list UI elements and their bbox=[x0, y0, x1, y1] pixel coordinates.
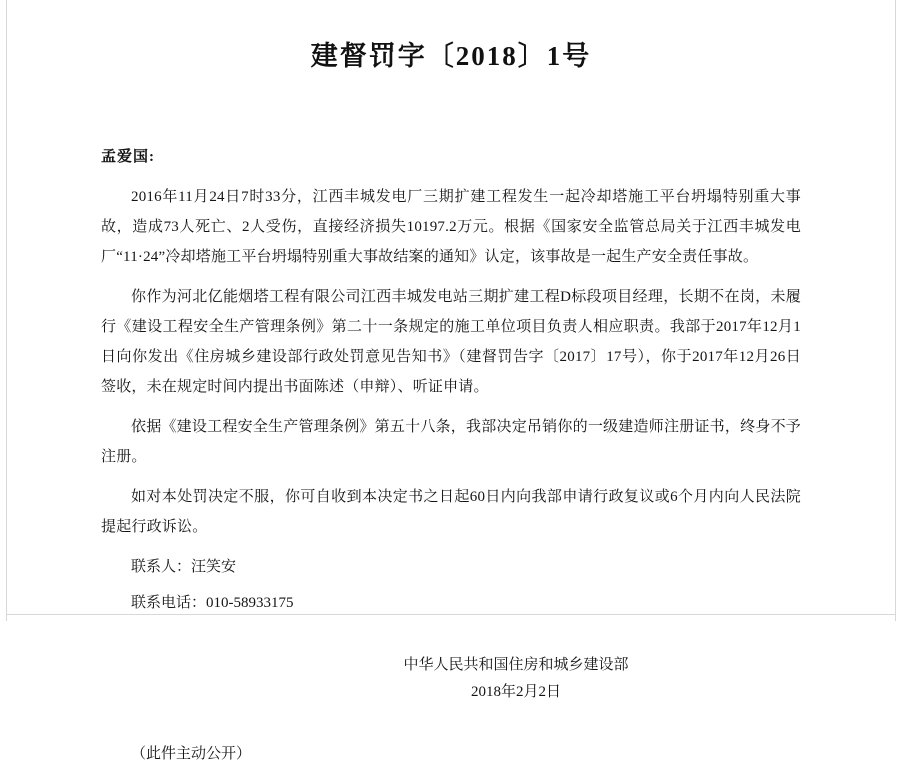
issuing-authority: 中华人民共和国住房和城乡建设部 bbox=[403, 657, 629, 673]
issue-date: 2018年2月2日 bbox=[470, 684, 561, 700]
contact-person: 联系人：汪笑安 bbox=[131, 559, 237, 575]
document-body bbox=[101, 73, 801, 763]
paragraph-2: 你作为河北亿能烟塔工程有限公司江西丰城发电站三期扩建工程D标段项目经理，长期不在岗，未履行《建设工程安全生产管理条例》第二十一条规定的施工单位项目负责人相应职责。我部于2017年12月1日向你发出《住房城乡建设部行政处罚意见告知书》（建督罚告字〔2017〕17号），你于2017年12月26日签收，未在规定时间内提出书面陈述（申辩）、听证申请。 bbox=[101, 289, 801, 395]
paragraph-1: 2016年11月24日7时33分，江西丰城发电厂三期扩建工程发生一起冷却塔施工平台坍塌特别重大事故，造成73人死亡、2人受伤，直接经济损失10197.2万元。根据《国家安全监管总局关于江西丰城发电厂“11·24”冷却塔施工平台坍塌特别重大事故结案的通知》认定，该事故是一起生产安全责任事故。 bbox=[101, 189, 801, 265]
recipient-line: 孟爱国: bbox=[101, 149, 155, 165]
disclosure-note: （此件主动公开） bbox=[131, 746, 252, 762]
page-title: 建督罚字〔2018〕1号 bbox=[310, 41, 592, 71]
paragraph-3: 依据《建设工程安全生产管理条例》第五十八条，我部决定吊销你的一级建造师注册证书，终身不予注册。 bbox=[101, 419, 801, 465]
signature-block bbox=[101, 652, 801, 706]
page-bottom-rule bbox=[6, 614, 896, 615]
contact-phone: 联系电话：010-58933175 bbox=[131, 595, 294, 611]
paragraph-4: 如对本处罚决定不服，你可自收到本决定书之日起60日内向我部申请行政复议或6个月内向人民法院提起行政诉讼。 bbox=[101, 489, 801, 535]
